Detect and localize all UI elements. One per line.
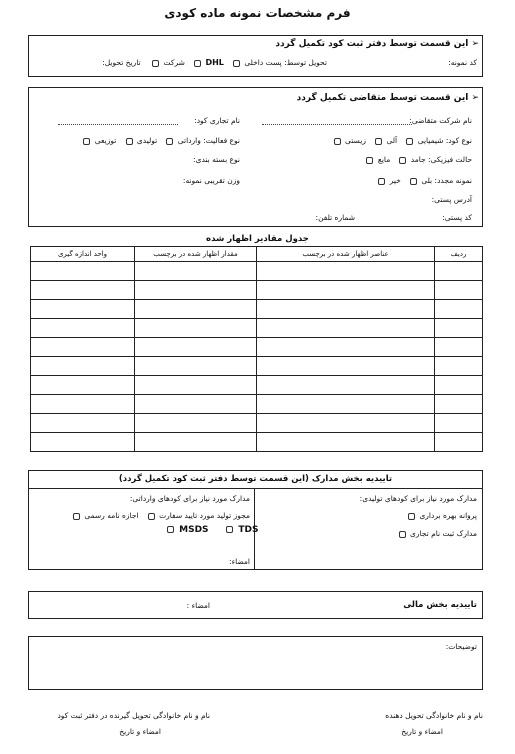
table-row [31,357,483,376]
import-checkbox[interactable] [166,138,173,145]
delivery-date-label: تاریخ تحویل: [102,58,141,67]
docs-signature-label: امضاء: [229,557,250,566]
approx-weight-label: وزن تقریبی نمونه: [182,176,240,185]
brand-docs-row [397,529,477,538]
post-option-label: پست داخلی [244,58,282,67]
col-header-unit: واحد اندازه گیری [31,247,135,262]
table-row [31,395,483,414]
table-row [31,281,483,300]
fert-type-row [332,136,472,145]
chemical-label: شیمیایی [417,136,444,145]
col-header-declared-value: مقدار اظهار شده در برچسب [135,247,257,262]
table-row [31,300,483,319]
packaging-label: نوع بسته بندی: [193,155,240,164]
values-table-title: جدول مقادیر اظهار شده [206,234,309,244]
brand-docs-checkbox[interactable] [399,531,406,538]
phys-state-row [364,155,472,164]
yes-checkbox[interactable] [410,178,417,185]
msds-label: MSDS [179,525,209,535]
docs-section [28,470,483,570]
phys-state-label: حالت فیزیکی: [428,155,472,164]
registry-heading-text: این قسمت توسط دفتر ثبت کود تکمیل گردد [275,39,469,49]
values-table [30,246,483,452]
activity-row [81,136,240,145]
phone-label: شماره تلفن: [315,213,355,222]
msds-checkbox[interactable] [167,526,174,533]
company-name-field[interactable] [262,124,412,125]
finance-heading: تاییدیه بخش مالی [403,600,477,610]
postal-code-label: کد پستی: [442,213,472,222]
table-row [31,414,483,433]
delivered-by-label: تحویل توسط: [284,58,327,67]
resample-label: نمونه مجدد: [434,176,472,185]
organic-checkbox[interactable] [375,138,382,145]
deliverer-name-label: نام و نام خانوادگی تحویل دهنده [385,711,483,720]
docs-heading-divider [28,488,483,489]
import-docs-label: مدارک مورد نیاز برای کودهای وارداتی: [129,494,250,503]
distribution-label: توزیعی [94,136,117,145]
trade-name-field[interactable] [58,124,178,125]
msds-tds-row [165,525,258,535]
table-row [31,262,483,281]
activity-label: نوع فعالیت: [203,136,240,145]
production-checkbox[interactable] [126,138,133,145]
liquid-label: مایع [377,155,391,164]
import-label: وارداتی [177,136,201,145]
tds-label: TDS [238,525,259,535]
company-name-label: نام شرکت متقاضی: [409,116,472,125]
table-row [31,319,483,338]
applicant-heading-text: این قسمت توسط متقاضی تکمیل گردد [296,93,469,103]
finance-signature-label: امضاء : [186,601,210,610]
table-row [31,433,483,452]
production-permit-checkbox[interactable] [148,513,155,520]
production-label: تولیدی [136,136,158,145]
registry-heading [275,39,479,49]
chemical-checkbox[interactable] [406,138,413,145]
applicant-heading [297,93,479,103]
notes-label: توضیحات: [445,642,477,651]
receiver-sign-label: امضاء و تاریخ [119,727,161,736]
receiver-name-label: نام و نام خانوادگی تحویل گیرنده در دفتر ثبت کود [57,711,210,720]
col-header-elements: عناصر اظهار شده در برچسب [257,247,435,262]
production-docs-label: مدارک مورد نیاز برای کودهای تولیدی: [359,494,477,503]
yes-label: بلی [421,176,433,185]
dhl-option-label: DHL [205,58,224,67]
solid-label: جامد [410,155,426,164]
dhl-checkbox[interactable] [194,60,201,67]
official-permit-checkbox[interactable] [73,513,80,520]
fert-type-label: نوع کود: [445,136,472,145]
tds-checkbox[interactable] [226,526,233,533]
form-title: فرم مشخصات نمونه ماده کودی [164,6,351,20]
operation-license-checkbox[interactable] [408,513,415,520]
docs-heading: تاییدیه بخش مدارک (این قسمت توسط دفتر ثبت کود تکمیل گردد) [118,474,393,484]
deliverer-sign-label: امضاء و تاریخ [401,727,443,736]
bio-label: زیستی [345,136,366,145]
arrow-icon: ➢ [471,93,479,103]
table-row [31,338,483,357]
import-permits-row [71,511,250,520]
resample-row [376,176,472,185]
no-label: خیر [389,176,401,185]
table-row [31,376,483,395]
distribution-checkbox[interactable] [83,138,90,145]
brand-docs-label: مدارک ثبت نام تجاری [410,529,477,538]
official-permit-label: اجازه نامه رسمی [84,511,139,520]
production-permit-label: مجوز تولید مورد تایید سفارت [159,511,250,520]
arrow-icon: ➢ [471,39,479,49]
sample-code-label: کد نمونه: [448,58,477,67]
trade-name-label: نام تجاری کود: [194,116,240,125]
address-label: آدرس پستی: [431,195,472,204]
post-checkbox[interactable] [233,60,240,67]
bio-checkbox[interactable] [334,138,341,145]
company-checkbox[interactable] [152,60,159,67]
company-option-label: شرکت [163,58,185,67]
organic-label: آلی [386,136,398,145]
col-header-row-number: ردیف [435,247,483,262]
operation-license-row [406,511,477,520]
notes-section[interactable] [28,636,483,690]
liquid-checkbox[interactable] [366,157,373,164]
no-checkbox[interactable] [378,178,385,185]
solid-checkbox[interactable] [399,157,406,164]
delivery-method-row [102,58,327,67]
operation-license-label: پروانه بهره برداری [419,511,477,520]
